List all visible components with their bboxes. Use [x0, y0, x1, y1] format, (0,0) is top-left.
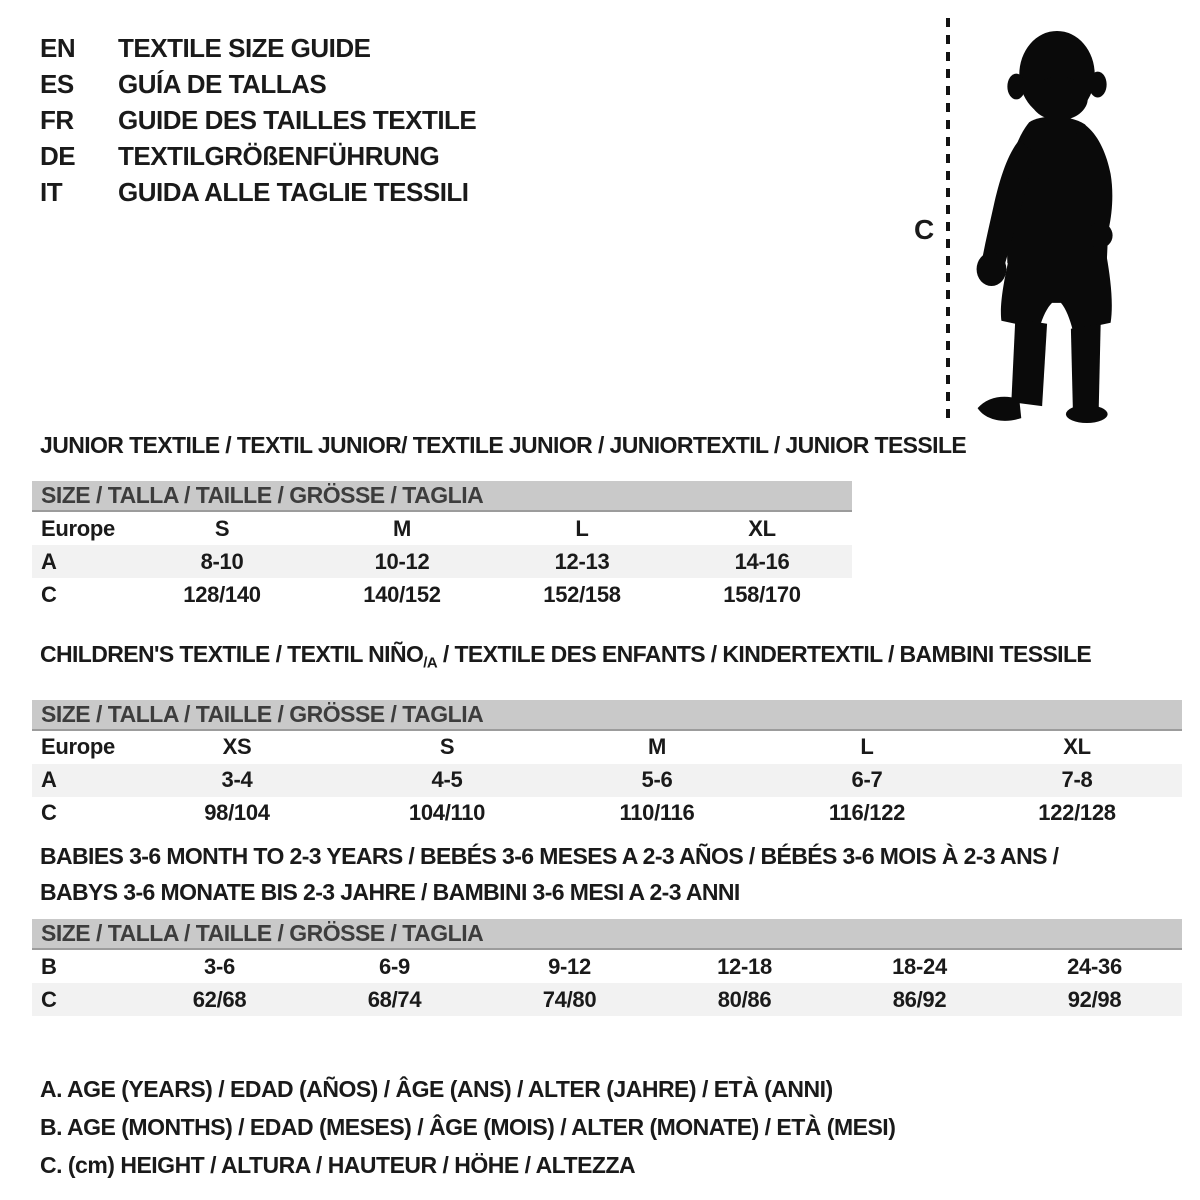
size-cell: 152/158 — [543, 581, 621, 607]
guide-title: GUIDE DES TAILLES TEXTILE — [118, 104, 477, 135]
children-title-post: / TEXTILE DES ENFANTS / KINDERTEXTIL / BAMBINI TESSILE — [437, 641, 1092, 667]
guide-title: GUÍA DE TALLAS — [118, 68, 327, 99]
size-cell: 7-8 — [1061, 767, 1093, 793]
table-row — [32, 983, 1182, 1016]
size-cell: 140/152 — [363, 581, 441, 607]
table-row — [32, 764, 1182, 797]
size-cell: 8-10 — [200, 548, 244, 574]
legend-line-height-cm: C. (cm) HEIGHT / ALTURA / HAUTEUR / HÖHE / ALTEZZA — [40, 1152, 636, 1178]
guide-title: TEXTILGRÖßENFÜHRUNG — [118, 140, 440, 171]
table-row — [32, 731, 1182, 764]
size-cell: 3-6 — [204, 953, 235, 979]
row-label: C — [41, 800, 57, 826]
size-cell: 10-12 — [374, 548, 430, 574]
list-item — [40, 174, 476, 210]
legend-line-age-months: B. AGE (MONTHS) / EDAD (MESES) / ÂGE (MOIS) / ALTER (MONATE) / ETÀ (MESI) — [40, 1114, 896, 1140]
language-code: FR — [40, 104, 74, 135]
junior-section-title: JUNIOR TEXTILE / TEXTIL JUNIOR/ TEXTILE JUNIOR / JUNIORTEXTIL / JUNIOR TESSILE — [40, 432, 967, 458]
size-cell: XL — [748, 515, 776, 541]
size-band — [32, 700, 1182, 731]
height-measure-figure — [900, 10, 1170, 435]
table-row — [32, 512, 852, 545]
size-band-label: SIZE / TALLA / TAILLE / GRÖSSE / TAGLIA — [41, 920, 484, 946]
size-cell: M — [647, 734, 667, 760]
measure-legend — [40, 1070, 895, 1184]
size-band-label: SIZE / TALLA / TAILLE / GRÖSSE / TAGLIA — [41, 700, 484, 727]
table-row — [32, 545, 852, 578]
junior-textile-section — [32, 432, 967, 611]
size-cell: 12-18 — [717, 953, 772, 979]
children-size-table — [32, 731, 1182, 830]
size-cell: 116/122 — [828, 800, 906, 826]
size-cell: L — [575, 515, 589, 541]
size-band — [32, 481, 852, 512]
language-code: DE — [40, 140, 76, 171]
size-cell: L — [860, 734, 874, 760]
size-cell: S — [439, 734, 455, 760]
size-cell: 4-5 — [431, 767, 463, 793]
language-code: ES — [40, 68, 74, 99]
size-cell: 104/110 — [408, 800, 486, 826]
children-title-subscript: /A — [423, 654, 438, 672]
children-title-pre: CHILDREN'S TEXTILE / TEXTIL NIÑO — [40, 641, 424, 667]
junior-size-table — [32, 512, 852, 611]
size-cell: 110/116 — [619, 800, 695, 826]
size-cell: 86/92 — [892, 986, 947, 1012]
guide-title: GUIDA ALLE TAGLIE TESSILI — [118, 176, 469, 207]
size-cell: XL — [1063, 734, 1091, 760]
list-item — [40, 66, 476, 102]
size-cell: 98/104 — [204, 800, 270, 826]
size-cell: 92/98 — [1067, 986, 1122, 1012]
size-band-label: SIZE / TALLA / TAILLE / GRÖSSE / TAGLIA — [41, 482, 484, 508]
size-cell: 5-6 — [641, 767, 673, 793]
babies-size-table — [32, 950, 1182, 1016]
size-cell: 80/86 — [717, 986, 772, 1012]
row-label: Europe — [41, 515, 115, 541]
list-item — [40, 102, 476, 138]
size-cell: 6-7 — [851, 767, 883, 793]
size-cell: 24-36 — [1067, 953, 1122, 979]
table-row — [32, 950, 1182, 983]
height-measure-line — [946, 18, 950, 418]
size-cell: 3-4 — [221, 767, 253, 793]
size-cell: 122/128 — [1038, 800, 1116, 826]
size-cell: 18-24 — [892, 953, 947, 979]
size-cell: M — [392, 515, 412, 541]
size-cell: 158/170 — [723, 581, 801, 607]
language-code: EN — [40, 32, 76, 63]
children-section-title — [32, 641, 1182, 677]
baby-silhouette-icon — [958, 23, 1155, 430]
row-label: A — [41, 767, 57, 793]
size-cell: 6-9 — [379, 953, 410, 979]
size-band — [32, 919, 1182, 950]
size-cell: 12-13 — [554, 548, 610, 574]
size-cell: 74/80 — [542, 986, 597, 1012]
row-label: C — [41, 986, 57, 1012]
size-cell: 9-12 — [548, 953, 591, 979]
babies-textile-section — [32, 843, 1182, 1016]
size-cell: 14-16 — [734, 548, 790, 574]
babies-section-title-line2: BABYS 3-6 MONATE BIS 2-3 JAHRE / BAMBINI 3-6 MESI A 2-3 ANNI — [40, 879, 740, 905]
list-item — [40, 30, 476, 66]
babies-section-title-line1: BABIES 3-6 MONTH TO 2-3 YEARS / BEBÉS 3-6 MESES A 2-3 AÑOS / BÉBÉS 3-6 MOIS À 2-3 ANS / — [40, 843, 1059, 869]
legend-line-age-years: A. AGE (YEARS) / EDAD (AÑOS) / ÂGE (ANS) / ALTER (JAHRE) / ETÀ (ANNI) — [40, 1076, 833, 1102]
size-cell: 62/68 — [192, 986, 247, 1012]
size-cell: 68/74 — [367, 986, 422, 1012]
size-cell: S — [214, 515, 230, 541]
language-title-list — [40, 30, 476, 210]
row-label: A — [41, 548, 57, 574]
row-label: Europe — [41, 734, 115, 760]
list-item — [40, 138, 476, 174]
height-measure-label: C — [914, 214, 935, 245]
row-label: C — [41, 581, 57, 607]
guide-title: TEXTILE SIZE GUIDE — [118, 32, 371, 63]
language-code: IT — [40, 176, 63, 207]
row-label: B — [41, 953, 57, 979]
children-textile-section — [32, 641, 1182, 830]
table-row — [32, 578, 852, 611]
size-cell: 128/140 — [183, 581, 261, 607]
table-row — [32, 797, 1182, 830]
size-cell: XS — [222, 734, 252, 760]
